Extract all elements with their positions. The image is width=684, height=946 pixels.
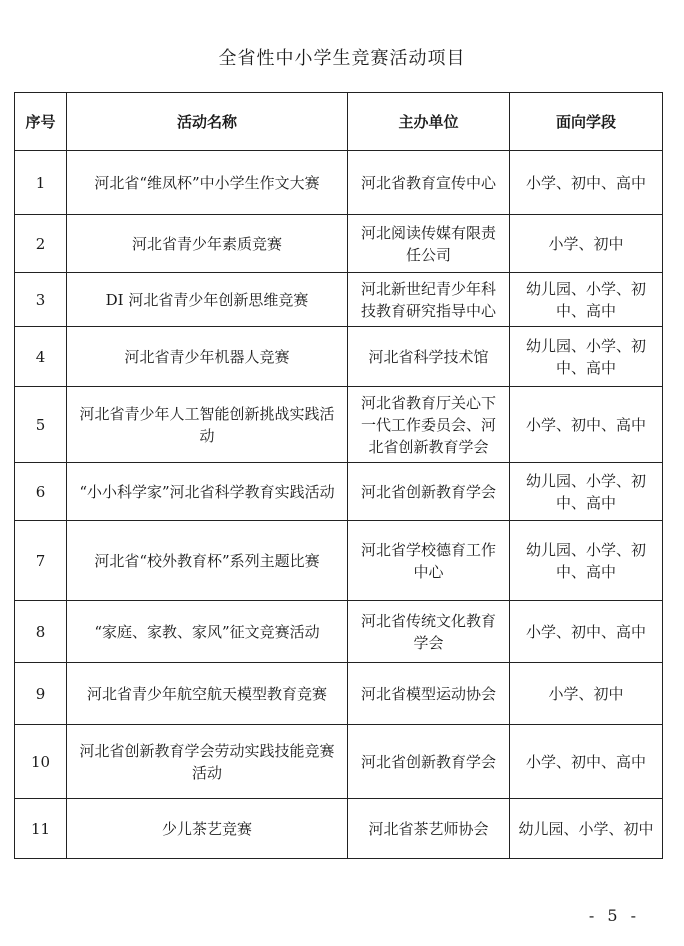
row-seq: 1 [15, 151, 67, 215]
row-level: 小学、初中、高中 [510, 725, 663, 799]
row-level: 幼儿园、小学、初中、高中 [510, 327, 663, 387]
row-organizer: 河北省传统文化教育学会 [348, 601, 510, 663]
row-name: 河北省“校外教育杯”系列主题比赛 [67, 521, 348, 601]
row-level: 小学、初中、高中 [510, 387, 663, 463]
row-seq: 4 [15, 327, 67, 387]
header-seq: 序号 [15, 93, 67, 151]
header-organizer: 主办单位 [348, 93, 510, 151]
table-row [15, 273, 663, 327]
row-organizer: 河北省学校德育工作中心 [348, 521, 510, 601]
row-seq: 2 [15, 215, 67, 273]
row-seq: 3 [15, 273, 67, 327]
row-organizer: 河北省创新教育学会 [348, 725, 510, 799]
row-seq: 5 [15, 387, 67, 463]
table-row [15, 463, 663, 521]
row-organizer: 河北省科学技术馆 [348, 327, 510, 387]
header-name: 活动名称 [67, 93, 348, 151]
row-organizer: 河北省创新教育学会 [348, 463, 510, 521]
row-name: 河北省“维凤杯”中小学生作文大赛 [67, 151, 348, 215]
row-organizer: 河北省茶艺师协会 [348, 799, 510, 859]
row-level: 幼儿园、小学、初中、高中 [510, 273, 663, 327]
row-seq: 9 [15, 663, 67, 725]
header-level: 面向学段 [510, 93, 663, 151]
row-seq: 10 [15, 725, 67, 799]
table-row [15, 327, 663, 387]
page-number: - 5 - [588, 906, 640, 925]
row-name: 少儿茶艺竞赛 [67, 799, 348, 859]
row-name: “家庭、家教、家风”征文竞赛活动 [67, 601, 348, 663]
document-title: 全省性中小学生竞赛活动项目 [218, 48, 466, 69]
row-level: 幼儿园、小学、初中、高中 [510, 521, 663, 601]
table-row [15, 601, 663, 663]
row-seq: 11 [15, 799, 67, 859]
row-organizer: 河北新世纪青少年科技教育研究指导中心 [348, 273, 510, 327]
row-organizer: 河北省模型运动协会 [348, 663, 510, 725]
table-header-row [15, 93, 663, 151]
row-level: 幼儿园、小学、初中 [510, 799, 663, 859]
table-row [15, 151, 663, 215]
row-seq: 8 [15, 601, 67, 663]
row-name: DI 河北省青少年创新思维竞赛 [67, 273, 348, 327]
row-organizer: 河北阅读传媒有限责任公司 [348, 215, 510, 273]
row-name: 河北省创新教育学会劳动实践技能竞赛活动 [67, 725, 348, 799]
row-name: 河北省青少年航空航天模型教育竞赛 [67, 663, 348, 725]
table-row [15, 215, 663, 273]
row-name: “小小科学家”河北省科学教育实践活动 [67, 463, 348, 521]
table-row [15, 725, 663, 799]
table-row [15, 799, 663, 859]
competition-table [14, 92, 663, 859]
row-level: 幼儿园、小学、初中、高中 [510, 463, 663, 521]
row-level: 小学、初中、高中 [510, 151, 663, 215]
row-name: 河北省青少年素质竞赛 [67, 215, 348, 273]
row-name: 河北省青少年机器人竞赛 [67, 327, 348, 387]
row-level: 小学、初中 [510, 215, 663, 273]
row-seq: 6 [15, 463, 67, 521]
row-seq: 7 [15, 521, 67, 601]
row-organizer: 河北省教育宣传中心 [348, 151, 510, 215]
row-name: 河北省青少年人工智能创新挑战实践活动 [67, 387, 348, 463]
row-organizer: 河北省教育厅关心下一代工作委员会、河北省创新教育学会 [348, 387, 510, 463]
row-level: 小学、初中 [510, 663, 663, 725]
table-row [15, 663, 663, 725]
row-level: 小学、初中、高中 [510, 601, 663, 663]
table-row [15, 521, 663, 601]
table-row [15, 387, 663, 463]
